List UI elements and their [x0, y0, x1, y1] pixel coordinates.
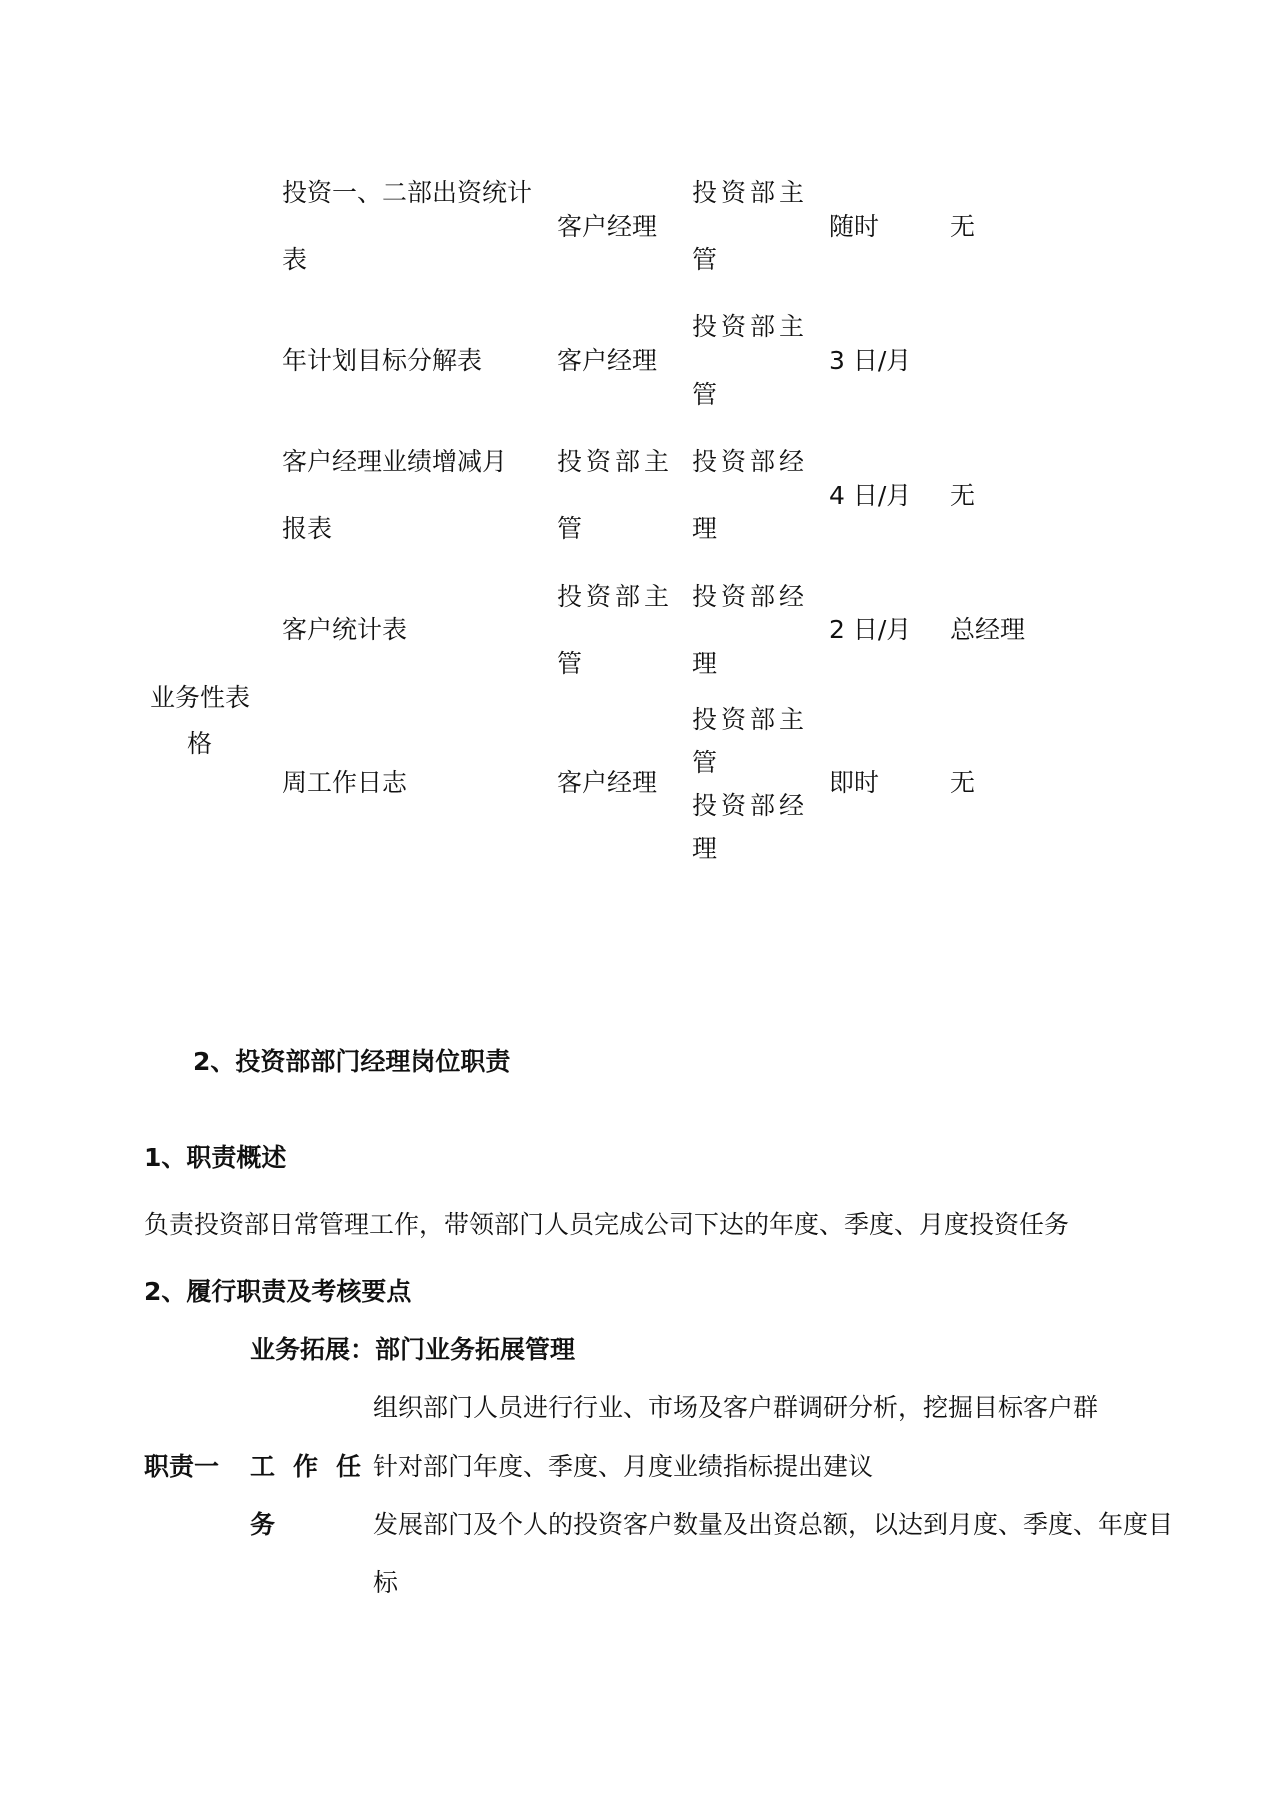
table-row-2-deadline: 3 日/月	[829, 346, 912, 375]
table-row-4-reviewer-line2: 理	[692, 649, 718, 678]
table-row-3-filler-line2: 管	[557, 514, 583, 543]
table-row-1-name-line2: 表	[282, 245, 308, 274]
table-row-2-name: 年计划目标分解表	[282, 346, 483, 375]
task-item-3-continued: 标	[373, 1568, 399, 1597]
table-row-5-reviewer-line4: 理	[692, 834, 718, 863]
section-title: 2、投资部部门经理岗位职责	[193, 1047, 511, 1076]
table-row-5-reviewer-line2: 管	[692, 748, 718, 777]
table-row-1-name-line1: 投资一、二部出资统计	[282, 178, 533, 207]
table-row-4-filler-line2: 管	[557, 649, 583, 678]
duty-points-heading: 2、履行职责及考核要点	[144, 1277, 412, 1306]
business-expansion-value: 部门业务拓展管理	[375, 1335, 576, 1364]
table-row-2-reviewer-line2: 管	[692, 380, 718, 409]
table-row-3-reviewer-line2: 理	[692, 514, 718, 543]
table-row-4-recipient: 总经理	[950, 615, 1026, 644]
table-row-3-name-line1: 客户经理业绩增减月	[282, 447, 508, 476]
table-row-5-name: 周工作日志	[282, 768, 408, 797]
table-row-3-filler-line1: 投资部主	[557, 447, 674, 476]
business-expansion-label	[250, 1335, 575, 1365]
table-row-3-deadline: 4 日/月	[829, 481, 912, 510]
task-item-1: 组织部门人员进行行业、市场及客户群调研分析，挖掘目标客户群	[373, 1393, 1099, 1422]
duty-one-label: 职责一	[144, 1452, 220, 1481]
task-item-3: 发展部门及个人的投资客户数量及出资总额，以达到月度、季度、年度目	[373, 1510, 1174, 1539]
table-row-2-filler: 客户经理	[557, 346, 658, 375]
work-task-label-line2: 务	[250, 1510, 276, 1539]
category-label-line1: 业务性表	[150, 683, 251, 712]
duty-overview-heading: 1、职责概述	[144, 1143, 287, 1172]
table-row-1-recipient: 无	[950, 212, 976, 241]
table-row-5-reviewer-line3: 投资部经	[692, 791, 809, 820]
table-row-5-recipient: 无	[950, 768, 976, 797]
table-row-2-reviewer-line1: 投资部主	[692, 312, 809, 341]
business-expansion-key: 业务拓展：	[250, 1335, 376, 1364]
task-item-2: 针对部门年度、季度、月度业绩指标提出建议	[373, 1452, 874, 1481]
table-row-1-filler: 客户经理	[557, 212, 658, 241]
table-row-5-reviewer-line1: 投资部主	[692, 705, 809, 734]
table-row-3-name-line2: 报表	[282, 514, 333, 543]
table-row-4-name: 客户统计表	[282, 615, 408, 644]
table-row-1-deadline: 随时	[829, 212, 880, 241]
table-row-1-reviewer-line2: 管	[692, 245, 718, 274]
table-row-3-reviewer-line1: 投资部经	[692, 447, 809, 476]
table-row-1-reviewer-line1: 投资部主	[692, 178, 809, 207]
table-row-3-recipient: 无	[950, 481, 976, 510]
table-row-4-reviewer-line1: 投资部经	[692, 582, 809, 611]
table-row-5-deadline: 即时	[829, 768, 880, 797]
table-row-4-filler-line1: 投资部主	[557, 582, 674, 611]
table-row-5-filler: 客户经理	[557, 768, 658, 797]
category-label-line2: 格	[187, 729, 213, 758]
table-row-4-deadline: 2 日/月	[829, 615, 912, 644]
work-task-label-line1: 工作任	[250, 1452, 380, 1481]
duty-overview-text: 负责投资部日常管理工作，带领部门人员完成公司下达的年度、季度、月度投资任务	[144, 1210, 1070, 1239]
